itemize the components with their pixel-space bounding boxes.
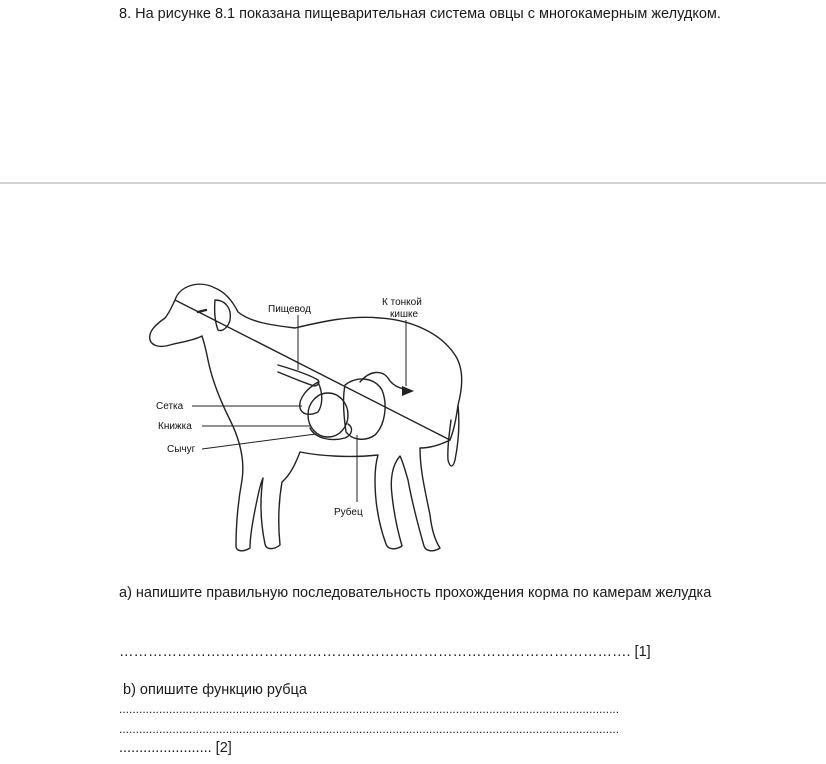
label-reticulum: Сетка <box>156 401 184 412</box>
question-title: 8. На рисунке 8.1 показана пищеварительная система овцы с многокамерным желудком. <box>119 6 721 22</box>
label-abomasum: Сычуг <box>167 444 196 455</box>
reticulum-chamber <box>300 382 322 414</box>
part-a-prompt: a) напишите правильную последовательность прохождения корма по камерам желудка <box>119 585 712 601</box>
sheep-diagram <box>120 270 480 570</box>
part-b-answer-line-3: ....................... [2] <box>119 740 232 756</box>
label-to-intestine-2: кишке <box>390 309 419 320</box>
part-b-answer-line-2: ...................................................................................................................................................... <box>119 722 620 736</box>
label-esophagus: Пищевод <box>268 304 311 315</box>
label-to-intestine-1: К тонкой <box>382 297 422 308</box>
part-b-answer-line-1: ...................................................................................................................................................... <box>119 702 620 716</box>
part-a-answer-line: ……………………………………………………………………………………………. [1] <box>119 644 651 660</box>
question-intro-block <box>0 0 826 184</box>
label-omasum: Книжка <box>158 421 192 432</box>
sheep-eye <box>198 310 206 312</box>
rumen-chamber <box>343 379 385 439</box>
intestine-duct <box>360 372 408 390</box>
sheep-ear <box>215 300 231 331</box>
intestine-arrow-icon <box>402 386 414 396</box>
sheep-body-outline <box>150 284 462 551</box>
sheep-digestive-figure <box>120 270 480 570</box>
part-b-prompt: b) опишите функцию рубца <box>123 682 307 698</box>
omasum-chamber <box>308 393 348 437</box>
label-rumen: Рубец <box>334 507 363 518</box>
